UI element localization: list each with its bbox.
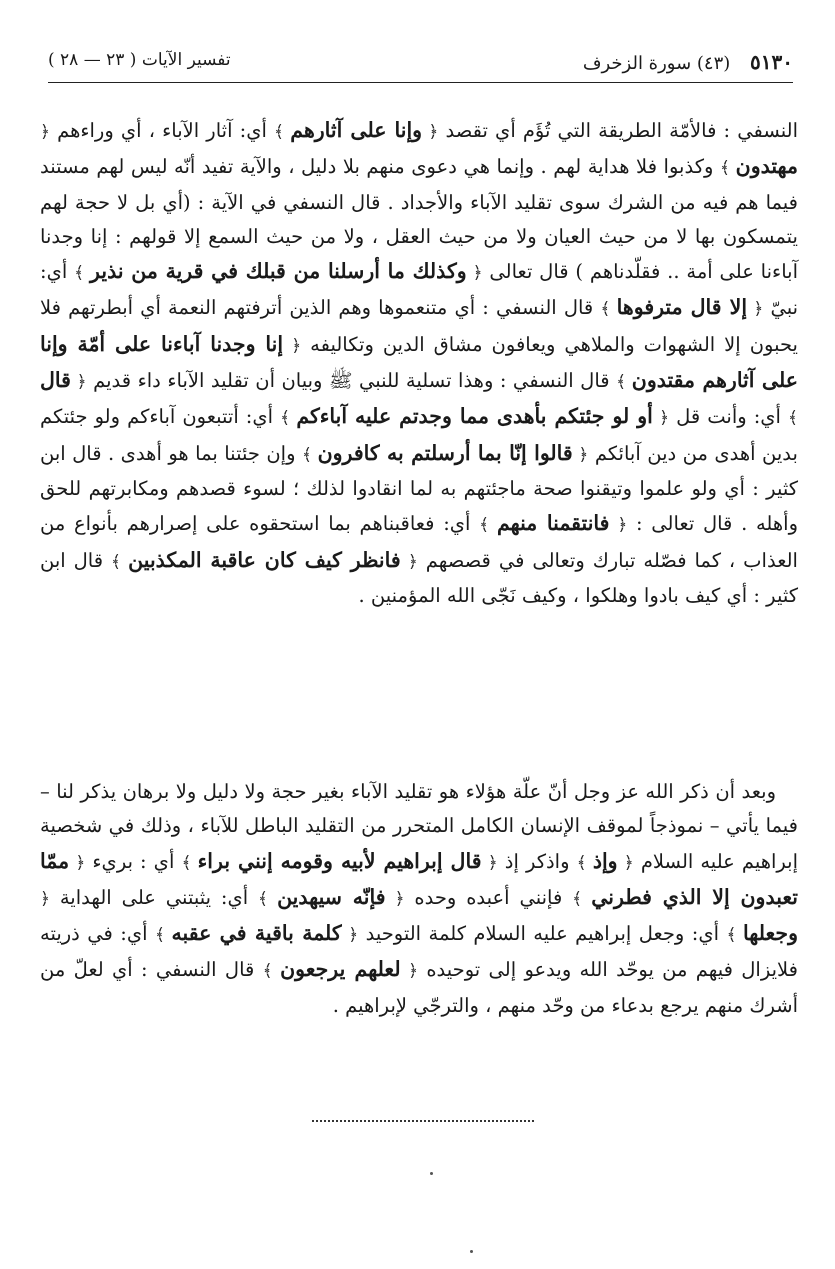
commentary-text: أي: يثبتني على الهداية — [49, 885, 259, 909]
quran-bracket-close: ﴾ — [600, 299, 617, 320]
commentary-text: أي: آثار الآباء ، أي وراءهم — [49, 119, 274, 142]
quran-verse: فإنّه سيهدين — [277, 884, 386, 909]
quran-bracket-close: ﴾ — [111, 551, 129, 572]
commentary-text: فإنني أعبده وحده — [404, 885, 573, 909]
quran-bracket-close: ﴾ — [301, 444, 318, 465]
quran-bracket-open: ﴿ — [609, 515, 628, 536]
commentary-text: وإن جئتنا بما هو أهدى . قال ابن كثير : أي ولو علموا وتيقنوا صحة ماجئتهم به لما انقادوا لذلك ؛ لسوء قصدهم ومكابرتهم للحق وأهله . قال تعالى : — [40, 441, 798, 536]
quran-bracket-close: ﴾ — [274, 122, 291, 142]
quran-bracket-close: ﴾ — [258, 888, 278, 909]
commentary-text: أي: وجعل إبراهيم عليه السلام كلمة التوحيد — [358, 922, 727, 946]
quran-verse: قال — [40, 368, 71, 393]
quran-verse: وإذ — [592, 848, 618, 873]
quran-verse: ممّا تعبدون إلا الذي فطرني — [40, 848, 798, 909]
quran-verse: فانظر كيف كان عاقبة المكذبين — [128, 547, 401, 572]
quran-bracket-open: ﴿ — [40, 888, 50, 909]
commentary-text: قال النسفي : وهذا تسلية للنبي ﷺ وبيان أن تقليد الآباء داء قديم — [86, 369, 617, 393]
quran-bracket-close: ﴾ — [572, 888, 592, 909]
quran-bracket-close: ﴾ — [719, 158, 736, 179]
quran-bracket-open: ﴿ — [466, 263, 483, 284]
commentary-text: وبعد أن ذكر الله عز وجل أنّ علّة هؤلاء هو تقليد الآباء بغير حجة ولا دليل ولا برهان يذكر لنا – فيما يأتي – نموذجاً لموقف الإنسان الكامل المتحرر من التقليد الباطل للآباء ، وذلك في شخصية إبراهيم عليه السلام — [40, 780, 799, 873]
quran-bracket-close: ﴾ — [479, 515, 497, 536]
commentary-text: النسفي : فالأمّة الطريقة التي تُؤَم أي تقصد — [438, 119, 798, 142]
quran-verse: قال إبراهيم لأبيه وقومه إنني براء — [197, 848, 482, 873]
quran-verse: كلمة باقية في عقبه — [171, 921, 342, 946]
quran-bracket-open: ﴿ — [283, 335, 302, 356]
page-number: ٥١٣٠ — [750, 50, 793, 74]
commentary-text: واذكر إذ — [497, 849, 577, 873]
print-speck — [430, 1172, 433, 1175]
quran-verse: إلا قال مترفوها — [616, 295, 748, 320]
quran-bracket-close: ﴾ — [788, 408, 798, 429]
commentary-text: أي: في ذريته فلايزال فيهم من يوحّد الله ويدعو إلى توحيده — [40, 922, 798, 982]
quran-bracket-open: ﴿ — [652, 408, 670, 429]
quran-bracket-open: ﴿ — [341, 925, 359, 946]
quran-verse: أو لو جئتكم بأهدى مما وجدتم عليه آباءكم — [296, 404, 653, 429]
commentary-text: قال ابن كثير : أي كيف بادوا وهلكوا ، وكيف نَجّى الله المؤمنين . — [40, 548, 798, 607]
quran-bracket-open: ﴿ — [481, 852, 498, 873]
quran-bracket-close: ﴾ — [262, 961, 281, 982]
commentary-text: قال النسفي : أي لعلّ من أشرك منهم يرجع بدعاء من وحّد منهم ، والترجّي لإبراهيم . — [40, 958, 798, 1017]
quran-bracket-close: ﴾ — [616, 372, 632, 393]
commentary-text: أي : بريء — [85, 849, 182, 873]
commentary-text: قال النسفي : أي متنعموها وهم الذين أترفتهم النعمة أي أبطرتهم فلا يحبون إلا الشهوات والملاهي ويعافون مشاق الدين وتكاليفه — [40, 296, 798, 356]
quran-bracket-close: ﴾ — [154, 925, 172, 946]
quran-bracket-close: ﴾ — [74, 263, 91, 284]
quran-verse: قالوا إنّا بما أرسلتم به كافرون — [317, 440, 573, 465]
header-rule — [48, 82, 793, 83]
paragraph-1 — [40, 113, 798, 613]
section-title: تفسير الآيات ( ٢٣ — ٢٨ ) — [48, 50, 231, 70]
quran-verse: وإنا على آثارهم — [290, 118, 423, 142]
paragraph-2 — [40, 775, 798, 1023]
surah-title: (٤٣) سورة الزخرف — [582, 53, 731, 74]
commentary-text: أي: أتتبعون آباءكم ولو جئتكم بدين أهدى من دين آبائكم — [40, 405, 798, 465]
quran-bracket-open: ﴿ — [400, 551, 418, 572]
quran-verse: وجعلها — [743, 921, 798, 946]
print-speck — [470, 1250, 473, 1253]
quran-bracket-open: ﴿ — [422, 122, 439, 142]
quran-verse: وكذلك ما أرسلنا من قبلك في قرية من نذير — [90, 259, 467, 284]
quran-bracket-open: ﴿ — [400, 961, 419, 982]
section-divider — [312, 1120, 534, 1128]
page-header — [48, 44, 793, 84]
commentary-text: أي: فعاقبناهم بما استحقوه على إصرارهم بأنواع من العذاب ، كما فصّله تبارك وتعالى في قصصهم — [40, 512, 798, 572]
quran-bracket-open: ﴿ — [40, 122, 50, 142]
quran-bracket-open: ﴿ — [69, 852, 86, 873]
quran-bracket-open: ﴿ — [385, 888, 405, 909]
quran-bracket-close: ﴾ — [280, 408, 297, 429]
quran-verse: إنا وجدنا آباءنا على أمّة وإنا على آثارهم مقتدون — [40, 331, 798, 393]
commentary-text: أي: وأنت قل — [669, 405, 789, 429]
quran-verse: لعلهم يرجعون — [280, 957, 401, 982]
quran-bracket-open: ﴿ — [572, 444, 589, 465]
quran-verse: مهتدون — [735, 154, 798, 179]
commentary-text: أي: نبيّ — [40, 260, 799, 320]
quran-bracket-close: ﴾ — [726, 925, 744, 946]
quran-bracket-open: ﴿ — [747, 299, 764, 320]
quran-bracket-close: ﴾ — [181, 852, 198, 873]
quran-bracket-open: ﴿ — [617, 852, 634, 873]
header-right — [583, 50, 793, 74]
quran-verse: فانتقمنا منهم — [497, 511, 610, 536]
quran-bracket-open: ﴿ — [70, 372, 87, 393]
quran-bracket-close: ﴾ — [576, 852, 593, 873]
commentary-text: وكذبوا فلا هداية لهم . وإنما هي دعوى منهم بلا دليل ، والآية تفيد أنّه ليس لهم مستند فيما هم فيه من الشرك سوى تقليد الآباء والأجداد . قال النسفي في الآية : (أي بل لا حجة لهم يتمسكون بها لا من حيث العيان ولا من حيث العقل ، ولا من حيث السمع إلا قولهم : إنا وجدنا آباءنا على أمة .. فقلّدناهم ) قال تعالى — [40, 155, 798, 284]
